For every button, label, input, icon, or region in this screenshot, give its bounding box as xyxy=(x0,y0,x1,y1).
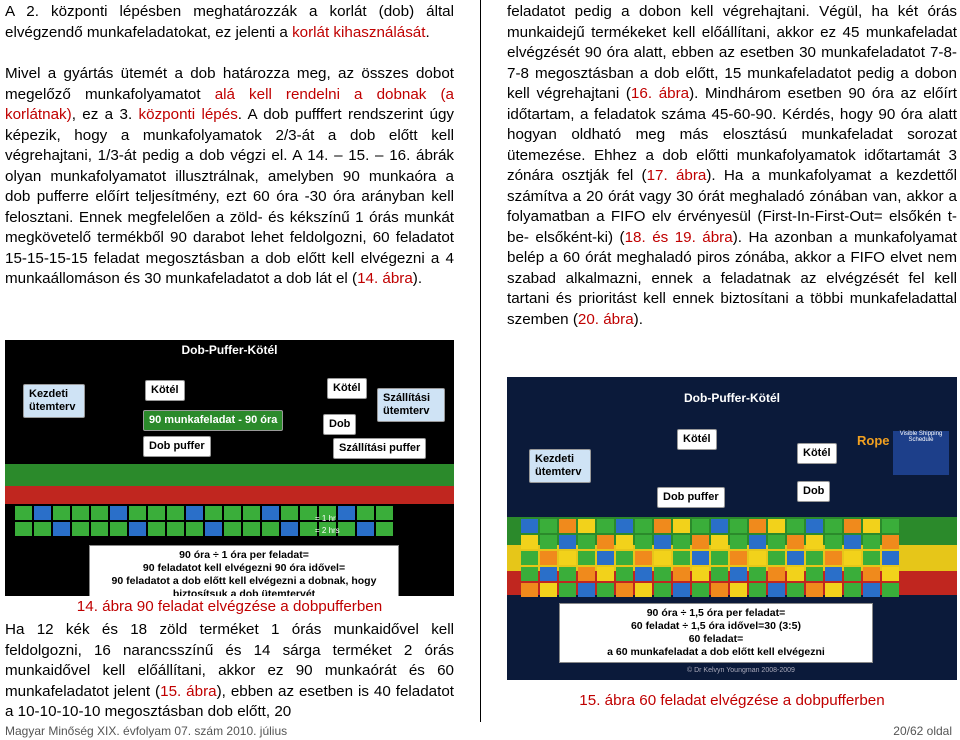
product-block xyxy=(654,551,671,565)
dob-label-15: Dob xyxy=(797,481,830,502)
product-block xyxy=(787,567,804,581)
text-run: központi lépés xyxy=(138,106,238,123)
product-block xyxy=(635,519,652,533)
dob-puffer-label-15: Dob puffer xyxy=(657,487,725,508)
product-block xyxy=(768,583,785,597)
product-block xyxy=(844,551,861,565)
product-block xyxy=(806,567,823,581)
product-block xyxy=(148,522,165,536)
munkafeladat-label: 90 munkafeladat - 90 óra xyxy=(143,410,283,431)
product-block xyxy=(882,519,899,533)
product-block xyxy=(281,506,298,520)
vessel-shipping-schedule: Visible Shipping Schedule xyxy=(893,431,949,475)
text-run: ). Ha azonban a munkafolyamat belép a 60 órát meghaladó piros zónába, akkor a FIFO elvet nem szabad alkalmazni, ennek a feladatnak az elvégzését fel kell tartani és prioritást kell ennek biztosítani a többi munkafeladattal szemben ( xyxy=(507,228,957,328)
product-block xyxy=(673,535,690,549)
box15-line-4: a 60 munkafeladat a dob előtt kell elvégezni xyxy=(607,646,825,658)
product-block xyxy=(53,522,70,536)
figure-15-title: Dob-Puffer-Kötél xyxy=(684,391,780,405)
product-block xyxy=(806,535,823,549)
product-block xyxy=(148,506,165,520)
kezdeti-utemterv-label: Kezdeti ütemterv xyxy=(23,384,85,418)
product-block xyxy=(597,583,614,597)
product-block xyxy=(578,567,595,581)
product-block xyxy=(730,519,747,533)
box-line-2: 90 feladatot kell elvégezni 90 óra idővel= xyxy=(142,562,346,574)
product-block xyxy=(205,506,222,520)
product-block xyxy=(654,583,671,597)
product-block xyxy=(692,583,709,597)
product-block xyxy=(787,583,804,597)
page-footer xyxy=(5,724,952,740)
product-block xyxy=(863,551,880,565)
product-block xyxy=(540,551,557,565)
figure-14-caption: 14. ábra 90 feladat elvégzése a dobpufferben xyxy=(76,598,383,615)
box15-line-2: 60 feladat ÷ 1,5 óra idővel=30 (3:5) xyxy=(630,620,802,632)
footer-journal: Magyar Minőség XIX. évfolyam 07. szám 2010. július xyxy=(5,724,288,738)
left-para-2 xyxy=(5,64,454,290)
product-block xyxy=(673,583,690,597)
product-block xyxy=(521,519,538,533)
product-block xyxy=(863,535,880,549)
footer-page-number: 20/62 oldal xyxy=(893,724,952,738)
text-run: Ha 12 kék és 18 zöld terméket 1 órás munkaidővel kell feldolgozni, 16 narancsszínű és 14 sárga terméket 2 órás munkaidővel kell előállítani, akkor ez 90 munkaórát és 60 munkafeladatot jelent ( xyxy=(5,621,454,700)
product-block xyxy=(186,506,203,520)
product-block xyxy=(540,567,557,581)
product-block xyxy=(787,551,804,565)
product-block xyxy=(787,535,804,549)
dob-label: Dob xyxy=(323,414,356,435)
product-block xyxy=(521,551,538,565)
product-block xyxy=(882,535,899,549)
szallitasi-utemterv-label: Szállítási ütemterv xyxy=(377,388,445,422)
text-run: 18. és 19. ábra xyxy=(624,228,733,246)
product-block xyxy=(578,535,595,549)
text-run: alá kell rendelni a dobnak (a korlátnak) xyxy=(5,85,454,123)
product-block xyxy=(730,535,747,549)
product-block xyxy=(825,519,842,533)
product-block xyxy=(882,583,899,597)
product-block xyxy=(597,519,614,533)
product-block xyxy=(521,567,538,581)
product-block xyxy=(15,506,32,520)
product-block xyxy=(806,583,823,597)
legend-1hr: = 1 hr xyxy=(315,514,336,523)
product-block xyxy=(749,535,766,549)
product-block xyxy=(635,551,652,565)
product-block xyxy=(749,567,766,581)
product-block xyxy=(673,567,690,581)
product-block xyxy=(521,583,538,597)
legend-2hr: = 2 hrs xyxy=(315,526,340,535)
product-block xyxy=(787,519,804,533)
product-block xyxy=(597,551,614,565)
red-band xyxy=(5,486,454,504)
product-block xyxy=(749,551,766,565)
product-block xyxy=(825,583,842,597)
dob-puffer-label: Dob puffer xyxy=(143,436,211,457)
figure-14-title: Dob-Puffer-Kötél xyxy=(181,343,278,357)
product-block xyxy=(338,506,355,520)
product-block xyxy=(559,567,576,581)
product-block xyxy=(376,506,393,520)
text-run: . xyxy=(425,23,430,41)
text-run: ), ebben az esetben is 40 feladatot a 10-10-10-10 megosztásban dob előtt, 20 xyxy=(5,682,455,720)
product-block xyxy=(129,522,146,536)
product-block xyxy=(540,583,557,597)
kotel-label-15-1: Kötél xyxy=(677,429,717,450)
product-block xyxy=(559,535,576,549)
product-block xyxy=(616,551,633,565)
product-block xyxy=(224,506,241,520)
box15-line-3: 60 feladat= xyxy=(688,633,744,645)
product-block xyxy=(692,535,709,549)
product-block xyxy=(749,519,766,533)
figure-15-image xyxy=(507,377,957,680)
product-block xyxy=(357,522,374,536)
text-run: 15. ábra xyxy=(160,682,217,700)
text-run: 17. ábra xyxy=(646,167,707,184)
product-block xyxy=(578,551,595,565)
product-block xyxy=(559,519,576,533)
left-para-3 xyxy=(5,620,454,723)
product-block xyxy=(53,506,70,520)
product-block xyxy=(844,567,861,581)
product-block xyxy=(129,506,146,520)
product-block xyxy=(521,535,538,549)
text-run: Mivel a gyártás ütemét a dob határozza meg, az összes dobot megelőző munkafolyamatot xyxy=(5,65,454,103)
product-block xyxy=(540,535,557,549)
product-block xyxy=(863,583,880,597)
product-block xyxy=(616,535,633,549)
figure-15-explanation-box xyxy=(559,603,873,663)
product-block xyxy=(730,583,747,597)
product-block xyxy=(34,506,51,520)
product-block xyxy=(559,551,576,565)
product-block xyxy=(692,519,709,533)
product-block xyxy=(882,551,899,565)
product-block xyxy=(616,583,633,597)
product-block xyxy=(825,567,842,581)
product-block xyxy=(711,535,728,549)
product-block xyxy=(34,522,51,536)
product-block xyxy=(15,522,32,536)
product-block xyxy=(692,567,709,581)
product-block xyxy=(711,519,728,533)
figure-14-image xyxy=(5,340,454,596)
product-block xyxy=(540,519,557,533)
product-block xyxy=(711,583,728,597)
product-block xyxy=(768,567,785,581)
product-block xyxy=(616,519,633,533)
product-block xyxy=(844,519,861,533)
product-block xyxy=(91,522,108,536)
text-run: ). Mindhárom esetben 90 óra az előírt időtartam, a feladatok száma 45-60-90. Kérdés, hogy 90 óra alatt hogyan oldható meg más elosztású munkafeladat sorozat ütemezése. Ehhez a dob előtti munkafolyamatok időtartamát 3 zónára osztják fel ( xyxy=(507,85,957,184)
product-block xyxy=(749,583,766,597)
text-run: 14. ábra xyxy=(357,270,413,287)
product-block xyxy=(262,522,279,536)
product-block xyxy=(616,567,633,581)
figure-15-credit: © Dr Kelvyn Youngman 2008-2009 xyxy=(687,667,795,674)
product-block xyxy=(844,535,861,549)
product-block xyxy=(91,506,108,520)
product-block xyxy=(72,522,89,536)
product-block xyxy=(559,583,576,597)
text-run: A 2. központi lépésben meghatározzák a korlát (dob) által elvégzendő munkafeladatokat, ez jelenti a xyxy=(5,3,454,41)
product-block xyxy=(72,506,89,520)
text-run: ). Ha a munkafolyamat a kezdettől számítva a 20 órát vagy 30 órát meghaladó zónában van, akkor a folyamatban a FIFO elv érvényesül (First-In-First-Out= elsőkén t-be- elsőként-ki) ( xyxy=(507,167,958,246)
product-block xyxy=(673,551,690,565)
product-block xyxy=(844,583,861,597)
product-block xyxy=(578,519,595,533)
product-block xyxy=(711,567,728,581)
product-block xyxy=(635,567,652,581)
text-run: 20. ábra xyxy=(577,310,634,328)
product-block xyxy=(654,567,671,581)
product-block xyxy=(167,506,184,520)
product-block xyxy=(635,535,652,549)
text-run: ). xyxy=(633,310,643,328)
product-block xyxy=(205,522,222,536)
product-block xyxy=(654,519,671,533)
product-block xyxy=(338,522,355,536)
product-block xyxy=(110,506,127,520)
box-line-1: 90 óra ÷ 1 óra per feladat= xyxy=(179,549,309,561)
right-para-1 xyxy=(507,2,957,330)
product-block xyxy=(673,519,690,533)
kotel-label-1: Kötél xyxy=(145,380,185,401)
product-block xyxy=(597,567,614,581)
green-band xyxy=(5,464,454,486)
text-run: ). xyxy=(412,270,423,287)
product-block xyxy=(806,551,823,565)
rope-label: Rope xyxy=(857,433,890,448)
column-divider xyxy=(480,0,481,722)
product-block xyxy=(825,551,842,565)
product-block xyxy=(768,535,785,549)
product-block xyxy=(806,519,823,533)
product-block xyxy=(692,551,709,565)
product-block xyxy=(224,522,241,536)
product-block xyxy=(711,551,728,565)
text-run: . A dob pufffert rendszerint úgy képezik, hogy a munkafolyamatok 2/3-át a dob előtt kell végrehajtani, 1/3-át pedig a dob végzi el. A 14. – 15. – 16. ábrák olyan munkafolyamatot illusztrálnak, amelyben 90 munkaóra a dob pufferre előírt teljesítmény, ezt 60 óra -30 óra arányban kell felosztani. Ennek megfelelően a zöld- és kékszínű 1 órás munkát megkövetelő termékből 90 darabot lehet feldolgozni, 60 feladatot 15-15-15-15 feladat megosztásban a dob előtt kell elvégezni a 4 munkaállomáson és 30 munkafeladatot a dob lát el ( xyxy=(5,106,454,287)
szallitasi-puffer-label: Szállítási puffer xyxy=(333,438,426,459)
product-block xyxy=(167,522,184,536)
box-line-3: 90 feladatot a dob előtt kell elvégezni a dobnak, hogy xyxy=(111,575,377,587)
product-block xyxy=(281,522,298,536)
product-block xyxy=(730,567,747,581)
product-block xyxy=(654,535,671,549)
product-block xyxy=(882,567,899,581)
text-run: , ez a 3. xyxy=(71,106,139,123)
box15-line-1: 90 óra ÷ 1,5 óra per feladat= xyxy=(646,607,786,619)
product-block xyxy=(768,519,785,533)
product-block xyxy=(186,522,203,536)
product-block xyxy=(578,583,595,597)
product-block xyxy=(597,535,614,549)
product-block xyxy=(262,506,279,520)
product-block xyxy=(863,519,880,533)
kotel-label-15-2: Kötél xyxy=(797,443,837,464)
text-run: korlát kihasználását xyxy=(292,23,426,41)
product-block xyxy=(730,551,747,565)
product-block xyxy=(768,551,785,565)
product-block xyxy=(376,522,393,536)
figure-15-caption: 15. ábra 60 feladat elvégzése a dobpufferben xyxy=(579,692,885,709)
box-line-4: biztosítsuk a dob ütemtervét xyxy=(172,588,316,596)
product-block xyxy=(825,535,842,549)
product-block xyxy=(635,583,652,597)
product-block xyxy=(863,567,880,581)
kotel-label-2: Kötél xyxy=(327,378,367,399)
kezdeti-utemterv-label-15: Kezdeti ütemterv xyxy=(529,449,591,483)
text-run: feladatot pedig a dobon kell végrehajtani. Végül, ha két órás munkaidejű termékeket kell előállítani, akkor ez 45 munkafeladat elvégzését 90 óra alatt, ebben az esetben 30 munkafeladatot 7-8-7-8 megosztásban a dob előtt, 15 munkafeladatot pedig a dobon kell végrehajtani ( xyxy=(507,3,957,102)
figure-14-explanation-box xyxy=(89,545,399,596)
product-block xyxy=(243,506,260,520)
product-block xyxy=(357,506,374,520)
text-run: 16. ábra xyxy=(630,85,690,102)
left-para-1 xyxy=(5,2,454,43)
product-block xyxy=(243,522,260,536)
product-block xyxy=(110,522,127,536)
